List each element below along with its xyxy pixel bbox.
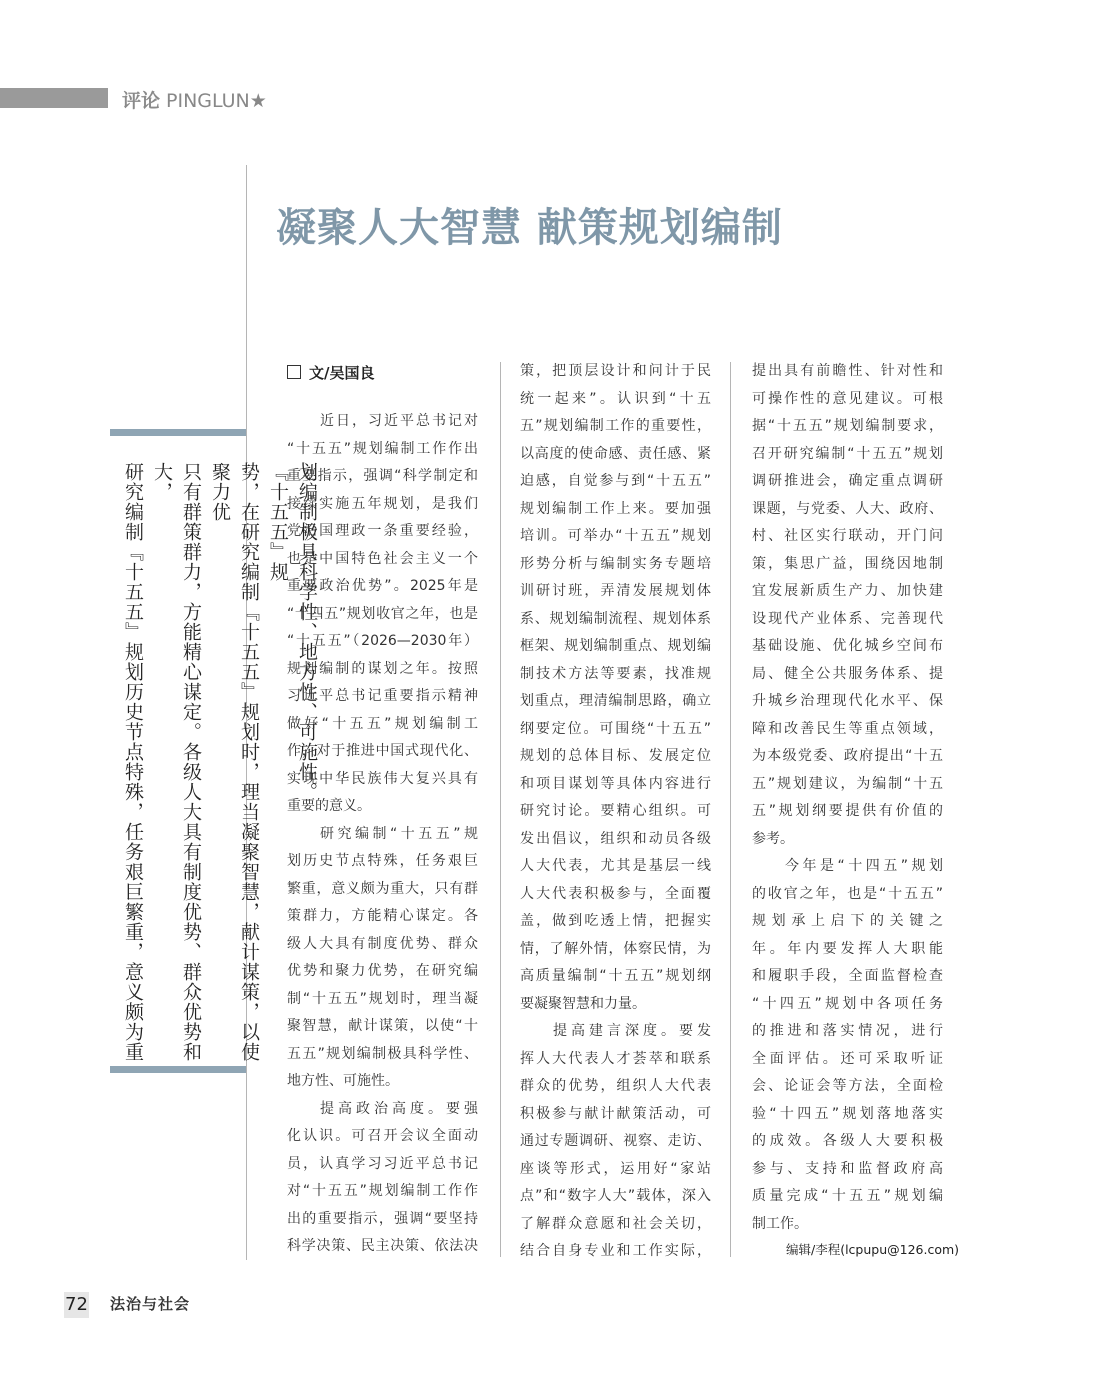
- pull-quote-line: 研究编制『十五五』规划历史节点特殊，任务艰巨繁重，意义颇为重大，: [122, 462, 173, 1062]
- text-line: 和项目谋划等具体内容进行: [520, 775, 711, 792]
- text-line: 人大代表积极参与，全面覆: [520, 885, 711, 902]
- pull-quote-line: 只有群策群力，方能精心谋定。各级人大具有制度优势、群众优势和聚力优: [180, 462, 231, 1062]
- text-line: 障和改善民生等重点领域，: [752, 720, 943, 737]
- text-line: 培训。可举办“十五五”规划: [520, 528, 711, 544]
- text-line: 统一起来”。认识到“十五: [520, 390, 711, 407]
- text-line: 群众的优势，组织人大代表: [520, 1078, 711, 1094]
- paragraph: [752, 358, 943, 853]
- text-line: 会、论证会等方法，全面检: [752, 1078, 943, 1094]
- text-line: 五”规划编制工作的重要性，: [520, 418, 711, 434]
- pull-quote-bottom-bar: [110, 1066, 246, 1073]
- text-line: 科学决策、民主决策、依法决: [287, 1238, 478, 1254]
- text-line: 规划编制工作上来。要加强: [520, 500, 711, 517]
- text-line: 作，对于推进中国式现代化、: [287, 743, 478, 759]
- page-number: 72: [64, 1292, 89, 1318]
- text-line: 研究讨论。要精心组织。可: [520, 803, 711, 819]
- text-line: 训研讨班，弄清发展规划体: [520, 583, 711, 599]
- text-line: 重要的意义。: [287, 798, 371, 814]
- text-line: 接续实施五年规划，是我们: [287, 495, 478, 512]
- text-line: 党治国理政一条重要经验，: [287, 523, 478, 539]
- text-line: 通过专题调研、视察、走访、: [520, 1133, 711, 1149]
- square-icon: [287, 365, 301, 379]
- text-line: 出的重要指示，强调“要坚持: [287, 1210, 478, 1227]
- text-line: 提出具有前瞻性、针对性和: [752, 363, 943, 379]
- text-line: “十四五”规划中各项任务: [752, 995, 943, 1012]
- text-line: 质量完成“十五五”规划编: [752, 1188, 943, 1204]
- text-line: 为本级党委、政府提出“十五: [752, 748, 943, 764]
- text-line: 挥人大代表人才荟萃和联系: [520, 1050, 711, 1067]
- text-line: 系、规划编制流程、规划体系: [520, 610, 711, 627]
- text-line: 实现中华民族伟大复兴具有: [287, 770, 478, 787]
- text-line: 高质量编制“十五五”规划纲: [520, 968, 711, 984]
- text-line: 员，认真学习习近平总书记: [287, 1155, 478, 1172]
- text-line: 的推进和落实情况，进行: [752, 1023, 943, 1039]
- text-line: 优势和聚力优势，在研究编: [287, 963, 478, 979]
- section-label: [122, 86, 267, 113]
- body-column-1: [287, 408, 478, 1261]
- text-line: 习近平总书记重要指示精神: [287, 688, 478, 704]
- text-line: 年。年内要发挥人大职能: [752, 940, 943, 957]
- text-line: 形势分析与编制实务专题培: [520, 555, 711, 572]
- text-line: 对“十五五”规划编制工作作: [287, 1183, 478, 1199]
- paragraph: [287, 821, 478, 1096]
- pull-quote-line: 势，在研究编制『十五五』规划时，理当凝聚智慧，献计谋策，以使『十五五』规: [238, 462, 289, 1062]
- text-line: 召开研究编制“十五五”规划: [752, 445, 943, 462]
- text-line: 据“十五五”规划编制要求，: [752, 418, 943, 434]
- text-line: 座谈等形式，运用好“家站: [520, 1160, 711, 1177]
- text-line: 化认识。可召开会议全面动: [287, 1128, 478, 1144]
- text-line: 提高政治高度。要强: [320, 1100, 478, 1117]
- text-line: 设现代产业体系、完善现代: [752, 610, 943, 627]
- text-line: 验“十四五”规划落地落实: [752, 1105, 943, 1122]
- text-line: 框架、规划编制重点、规划编: [520, 638, 711, 654]
- text-line: 和履职手段，全面监督检查: [752, 968, 943, 984]
- text-line: 升城乡治理现代化水平、保: [752, 693, 943, 709]
- text-line: 积极参与献计献策活动，可: [520, 1105, 711, 1122]
- text-line: “十四五”规划收官之年，也是: [287, 605, 478, 622]
- section-label-cn: 评论: [122, 90, 161, 112]
- text-line: 五五”规划编制极具科学性、: [287, 1045, 478, 1062]
- text-line: 全面评估。还可采取听证: [752, 1050, 943, 1067]
- paragraph: [520, 358, 711, 1018]
- text-line: 做好“十五五”规划编制工: [287, 715, 478, 732]
- text-line: 划重点，理清编制思路，确立: [520, 693, 711, 709]
- paragraph: [287, 408, 478, 821]
- text-line: 五”规划建议，为编制“十五: [752, 775, 943, 792]
- magazine-name: 法治与社会: [110, 1295, 191, 1313]
- article-title: 凝聚人大智慧 献策规划编制: [276, 205, 783, 251]
- text-line: 纲要定位。可围绕“十五五”: [520, 720, 711, 737]
- text-line: 五”规划纲要提供有价值的: [752, 803, 943, 819]
- text-line: 调研推进会，确定重点调研: [752, 473, 943, 489]
- text-line: 的成效。各级人大要积极: [752, 1133, 943, 1149]
- text-line: 人大代表，尤其是基层一线: [520, 858, 711, 874]
- text-line: 参与、支持和监督政府高: [752, 1160, 943, 1177]
- text-line: 情，了解外情，体察民情，为: [520, 940, 711, 957]
- body-column-3: [752, 358, 943, 1238]
- text-line: 了解群众意愿和社会关切，: [520, 1215, 711, 1232]
- text-line: 重要政治优势”。2025年是: [287, 578, 478, 594]
- text-line: 迫感，自觉参与到“十五五”: [520, 473, 711, 489]
- text-line: 村、社区实行联动，开门问: [752, 528, 943, 544]
- text-line: 规划编制的谋划之年。按照: [287, 660, 478, 677]
- editor-credit: 编辑/李程(lcpupu@126.com): [786, 1242, 960, 1257]
- text-line: 局、健全公共服务体系、提: [752, 665, 943, 682]
- text-line: 发出倡议，组织和动员各级: [520, 830, 711, 847]
- text-line: 结合自身专业和工作实际，: [520, 1243, 711, 1259]
- text-line: 划历史节点特殊，任务艰巨: [287, 853, 478, 869]
- text-line: 基础设施、优化城乡空间布: [752, 638, 943, 654]
- text-line: 点”和“数字人大”载体，深入: [520, 1188, 711, 1204]
- text-line: 级人大具有制度优势、群众: [287, 935, 478, 952]
- text-line: 也是中国特色社会主义一个: [287, 550, 478, 567]
- text-line: 策群力，方能精心谋定。各: [287, 908, 478, 924]
- text-line: 盖，做到吃透上情，把握实: [520, 913, 711, 929]
- column-divider: [730, 362, 731, 1257]
- text-line: 要凝聚智慧和力量。: [520, 995, 646, 1012]
- paragraph: [520, 1018, 711, 1266]
- pull-quote-top-bar: [110, 429, 246, 436]
- text-line: 研究编制“十五五”规: [320, 825, 478, 842]
- paragraph: [287, 1096, 478, 1261]
- pull-quote-line: 划编制极具科学性、地方性、可施性。: [296, 462, 318, 802]
- text-line: 近日，习近平总书记对: [320, 413, 478, 429]
- text-line: 提高建言深度。要发: [553, 1023, 711, 1039]
- text-line: 的收官之年，也是“十五五”: [752, 885, 943, 902]
- text-line: 策，把顶层设计和问计于民: [520, 363, 711, 379]
- column-divider: [500, 362, 501, 1257]
- text-line: 以高度的使命感、责任感、紧: [520, 445, 711, 462]
- text-line: 可操作性的意见建议。可根: [752, 390, 943, 407]
- body-column-2: [520, 358, 711, 1266]
- text-line: 制“十五五”规划时，理当凝: [287, 990, 478, 1007]
- text-line: 策，集思广益，围绕因地制: [752, 555, 943, 572]
- section-label-en: PINGLUN★: [166, 90, 267, 112]
- text-line: 繁重，意义颇为重大，只有群: [287, 880, 478, 897]
- paragraph: [752, 853, 943, 1238]
- section-bar: [0, 88, 108, 108]
- text-line: 参考。: [752, 830, 794, 847]
- byline: [287, 362, 374, 383]
- text-line: 制工作。: [752, 1215, 808, 1232]
- text-line: 地方性、可施性。: [287, 1073, 399, 1089]
- author: 文/吴国良: [309, 364, 375, 382]
- text-line: 今年是“十四五”规划: [785, 858, 943, 874]
- text-line: 规划承上启下的关键之: [752, 913, 943, 929]
- text-line: 规划的总体目标、发展定位: [520, 748, 711, 764]
- text-line: “十五五”规划编制工作作出: [287, 440, 478, 457]
- text-line: 聚智慧，献计谋策，以使“十: [287, 1018, 478, 1034]
- text-line: 制技术方法等要素，找准规: [520, 665, 711, 682]
- text-line: 课题，与党委、人大、政府、: [752, 500, 943, 517]
- text-line: 宜发展新质生产力、加快建: [752, 583, 943, 599]
- text-line: 重要指示，强调“科学制定和: [287, 468, 478, 484]
- text-line: “十五五”（2026—2030年）: [287, 633, 478, 649]
